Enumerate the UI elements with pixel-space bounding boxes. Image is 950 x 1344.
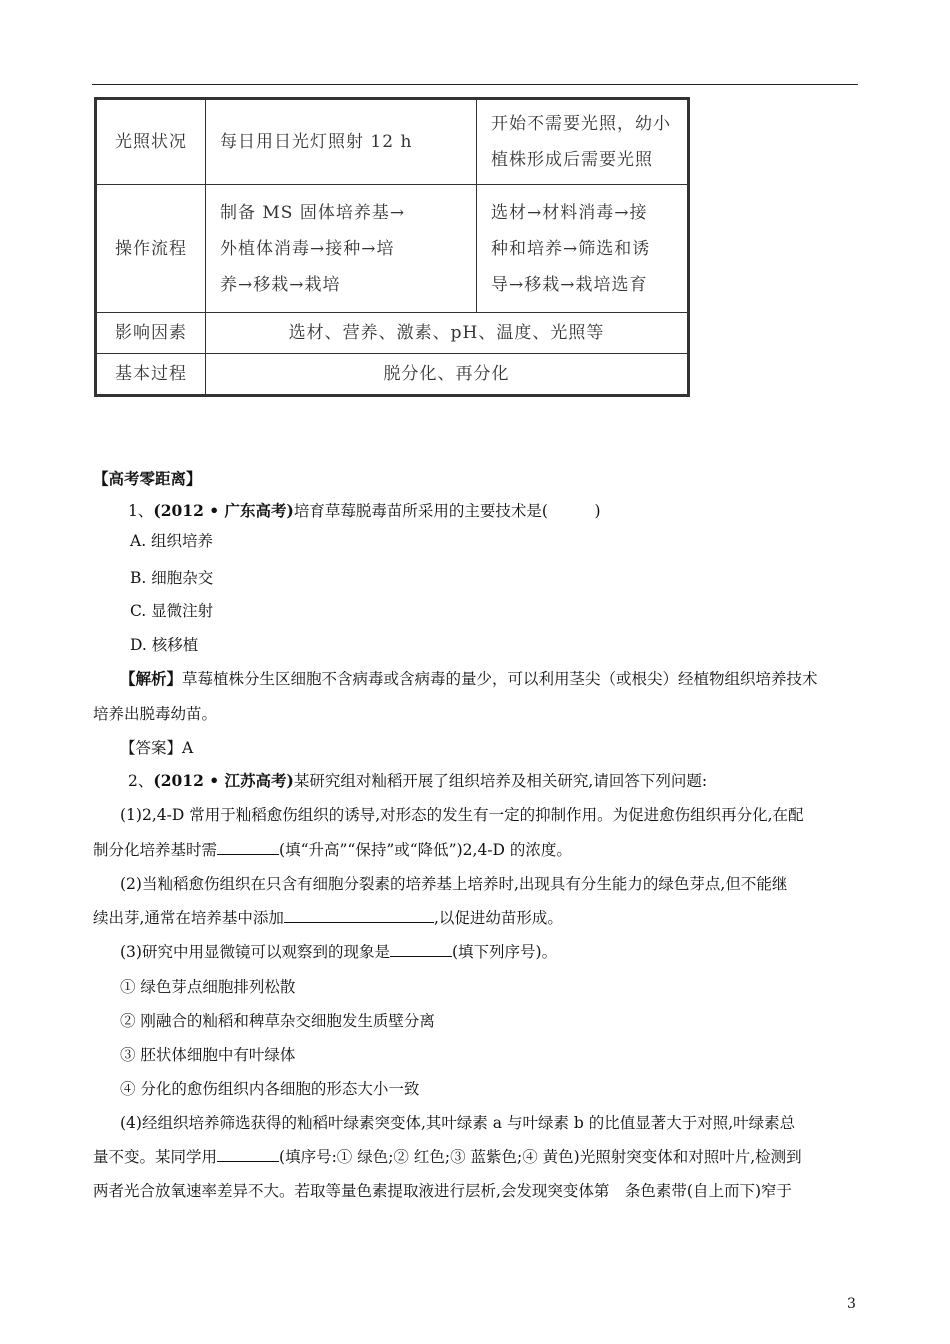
analysis: 【解析】草莓植株分生区细胞不含病毒或含病毒的量少，可以利用茎尖（或根尖）经植物组织培养技术: [120, 669, 818, 688]
q2-part2: (2)当籼稻愈伤组织在只含有细胞分裂素的培养基上培养时,出现具有分生能力的绿色芽点,但不能继: [120, 875, 788, 893]
answer-blank[interactable]: [284, 908, 434, 923]
q2-part1: (1)2,4-D 常用于籼稻愈伤组织的诱导,对形态的发生有一定的抑制作用。为促进愈伤组织再分化,在配: [120, 806, 804, 824]
q2-part4: (4)经组织培养筛选获得的籼稻叶绿素突变体,其叶绿素 a 与叶绿素 b 的比值显著大于对照,叶绿素总: [120, 1114, 796, 1132]
q2-part1-cont: 制分化培养基时需 (填“升高”“保持”或“降低”)2,4-D 的浓度。: [93, 841, 572, 859]
answer-blank[interactable]: [217, 840, 279, 855]
question-2: 2、(2012 • 江苏高考)某研究组对籼稻开展了组织培养及相关研究,请回答下列问题:: [128, 771, 708, 790]
table-cell: 制备 MS 固体培养基→ 外植体消毒→接种→培 养→移栽→栽培: [206, 185, 477, 313]
row-label: 光照状况: [96, 99, 206, 185]
answer: 【答案】A: [120, 739, 194, 757]
answer-blank[interactable]: [390, 942, 452, 957]
table-cell: 开始不需要光照，幼小 植株形成后需要光照: [477, 99, 689, 185]
page-number: 3: [847, 1296, 856, 1312]
q2-part4-cont: 量不变。某同学用 (填序号:① 绿色;② 红色;③ 蓝紫色;④ 黄色)光照射突变体和对照叶片,检测到: [93, 1148, 802, 1166]
analysis-cont: 培养出脱毒幼苗。: [93, 705, 218, 723]
table-row: [96, 313, 689, 354]
header-rule: [92, 84, 858, 85]
list-item: ④ 分化的愈伤组织内各细胞的形态大小一致: [120, 1080, 420, 1098]
list-item: ① 绿色芽点细胞排列松散: [120, 978, 296, 996]
answer-blank[interactable]: [217, 1147, 279, 1162]
table-row: [96, 354, 689, 396]
option-a: A. 组织培养: [130, 532, 214, 550]
question-1: 1、(2012 • 广东高考)培育草莓脱毒苗所采用的主要技术是( ): [128, 501, 601, 520]
row-label: 操作流程: [96, 185, 206, 313]
table-cell: 脱分化、再分化: [206, 354, 689, 396]
q2-part3: (3)研究中用显微镜可以观察到的现象是 (填下列序号)。: [120, 943, 558, 961]
section-title: 【高考零距离】: [93, 469, 202, 488]
row-label: 基本过程: [96, 354, 206, 396]
list-item: ② 刚融合的籼稻和稗草杂交细胞发生质壁分离: [120, 1012, 435, 1030]
table-row: [96, 185, 689, 313]
row-label: 影响因素: [96, 313, 206, 354]
table-cell: 每日用日光灯照射 12 h: [206, 99, 477, 185]
option-b: B. 细胞杂交: [130, 569, 214, 587]
list-item: ③ 胚状体细胞中有叶绿体: [120, 1046, 296, 1064]
q2-part4-cont2: 两者光合放氧速率差异不大。若取等量色素提取液进行层析,会发现突变体第 条色素带(自上而下)窄于: [93, 1182, 793, 1200]
table-cell: 选材→材料消毒→接 种和培养→筛选和诱 导→移栽→栽培选育: [477, 185, 689, 313]
option-d: D. 核移植: [130, 636, 199, 654]
comparison-table: [94, 97, 690, 397]
table-cell: 选材、营养、激素、pH、温度、光照等: [206, 313, 689, 354]
q2-part2-cont: 续出芽,通常在培养基中添加 ,以促进幼苗形成。: [93, 909, 563, 927]
table-row: [96, 99, 689, 185]
option-c: C. 显微注射: [130, 602, 214, 620]
